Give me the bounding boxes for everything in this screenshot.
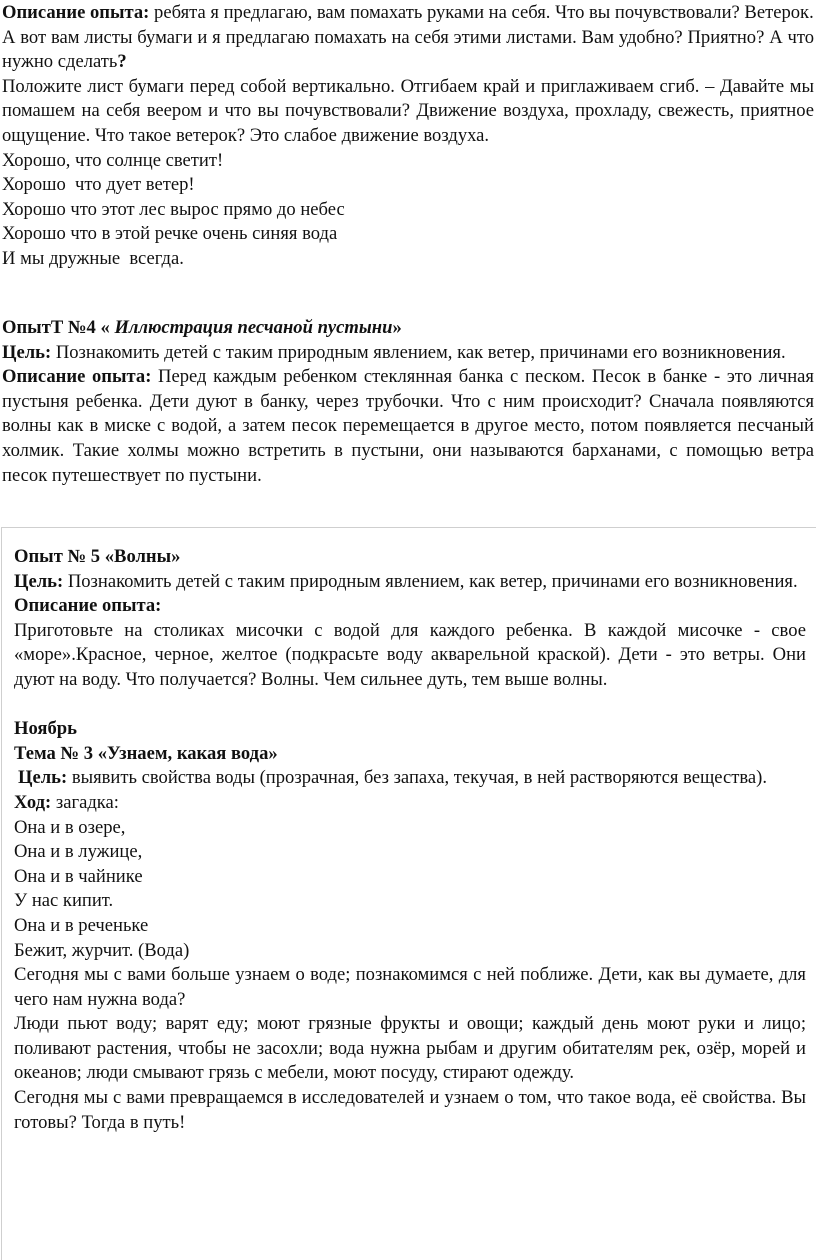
riddle-line: Бежит, журчит. (Вода) bbox=[14, 939, 190, 961]
desc-label: Описание опыта: bbox=[2, 2, 150, 23]
paragraph bbox=[2, 26, 814, 75]
paragraph-end: ? bbox=[117, 51, 127, 73]
desc-text: ребята я предлагаю, вам помахать руками на себя. Что вы почувствовали? Ветерок. bbox=[149, 2, 814, 23]
course-text: загадка: bbox=[51, 791, 119, 813]
riddle-line: Она и в лужице, bbox=[14, 841, 143, 863]
goal-text: выявить свойства воды (прозрачная, без запаха, текучая, в ней растворяются вещества). bbox=[67, 767, 768, 789]
course-paragraph bbox=[14, 791, 806, 816]
paragraph: Люди пьют воду; варят еду; моют грязные фрукты и овощи; каждый день моют руки и лицо; поливают растения, чтобы не засохли; вода нужна рыбам и другим обитателям рек, озёр, морей и океанов; люди смывают грязь с мебели, моют посуду, стирают одежду. bbox=[14, 1013, 806, 1084]
experiment-title bbox=[2, 316, 814, 341]
paragraph bbox=[2, 1, 814, 26]
poem-line: Хорошо что в этой речке очень синяя вода bbox=[2, 223, 338, 245]
riddle-line: Она и в озере, bbox=[14, 816, 126, 838]
title-italic: Иллюстрация песчаной пустыни bbox=[114, 317, 393, 338]
paragraph: Сегодня мы с вами больше узнаем о воде; познакомимся с ней поближе. Дети, как вы думаете, для чего нам нужна вода? bbox=[14, 964, 806, 1010]
poem-line: Хорошо что дует ветер! bbox=[2, 174, 195, 196]
poem-line: Хорошо что этот лес вырос прямо до небес bbox=[2, 198, 345, 220]
desc-label: Описание опыта: bbox=[14, 595, 162, 617]
poem-line: И мы дружные всегда. bbox=[2, 247, 184, 269]
goal-paragraph bbox=[2, 341, 814, 366]
desc-paragraph bbox=[2, 365, 814, 488]
goal-label: Цель: bbox=[18, 767, 68, 789]
content-card bbox=[1, 527, 816, 1260]
month-heading: Ноябрь bbox=[14, 718, 77, 740]
course-label: Ход: bbox=[14, 791, 52, 813]
theme-heading: Тема № 3 «Узнаем, какая вода» bbox=[14, 742, 278, 764]
paragraph: Положите лист бумаги перед собой вертикально. Отгибаем край и приглаживаем сгиб. – Давайте мы помашем на себя веером и что вы почувствовали? Движение воздуха, прохладу, свежесть, приятное ощущение. Что такое ветерок? Это слабое движение воздуха. bbox=[2, 75, 814, 146]
spacer bbox=[14, 693, 806, 718]
desc-paragraph: Приготовьте на столиках мисочки с водой для каждого ребенка. В каждой мисочке - свое «море».Красное, черное, желтое (подкрасьте воду акварельной краской). Дети - это ветры. Они дуют на воду. Что получается? Волны. Чем сильнее дуть, тем выше волны. bbox=[14, 619, 806, 690]
paragraph: Сегодня мы с вами превращаемся в исследователей и узнаем о том, что такое вода, её свойства. Вы готовы? Тогда в путь! bbox=[14, 1087, 806, 1133]
desc-label: Описание опыта: bbox=[2, 366, 152, 388]
goal-paragraph bbox=[14, 570, 806, 595]
title-suffix: » bbox=[392, 317, 402, 338]
poem-line: Хорошо, что солнце светит! bbox=[2, 149, 224, 171]
experiment-title: Опыт № 5 «Волны» bbox=[14, 546, 181, 567]
goal-text: Познакомить детей с таким природным явлением, как ветер, причинами его возникновения. bbox=[63, 570, 798, 592]
goal-text: Познакомить детей с таким природным явлением, как ветер, причинами его возникновения. bbox=[51, 341, 786, 363]
desc-text: Перед каждым ребенком стеклянная банка с песком. Песок в банке - это личная пустыня ребенка. Дети дуют в банку, через трубочки. Что с ним происходит? Сначала появляются волны как в миске с водой, а затем песок перемещается в другое место, потом появляется песчаный холмик. Такие холмы можно встретить в пустыни, они называются барханами, с помощью ветра песок путешествует по пустыни. bbox=[2, 366, 814, 486]
paragraph-text: А вот вам листы бумаги и я предлагаю помахать на себя этими листами. Вам удобно? Приятно? А что нужно сделать bbox=[2, 26, 814, 73]
goal-label: Цель: bbox=[2, 341, 52, 363]
experience-description-block bbox=[2, 1, 814, 272]
riddle-line: Она и в чайнике bbox=[14, 865, 143, 887]
riddle-line: У нас кипит. bbox=[14, 890, 114, 912]
riddle-line: Она и в реченьке bbox=[14, 914, 149, 936]
experiment-4-block bbox=[2, 316, 814, 488]
goal-paragraph bbox=[14, 766, 806, 791]
goal-label: Цель: bbox=[14, 570, 64, 592]
title-prefix: ОпытТ №4 « bbox=[2, 317, 115, 338]
